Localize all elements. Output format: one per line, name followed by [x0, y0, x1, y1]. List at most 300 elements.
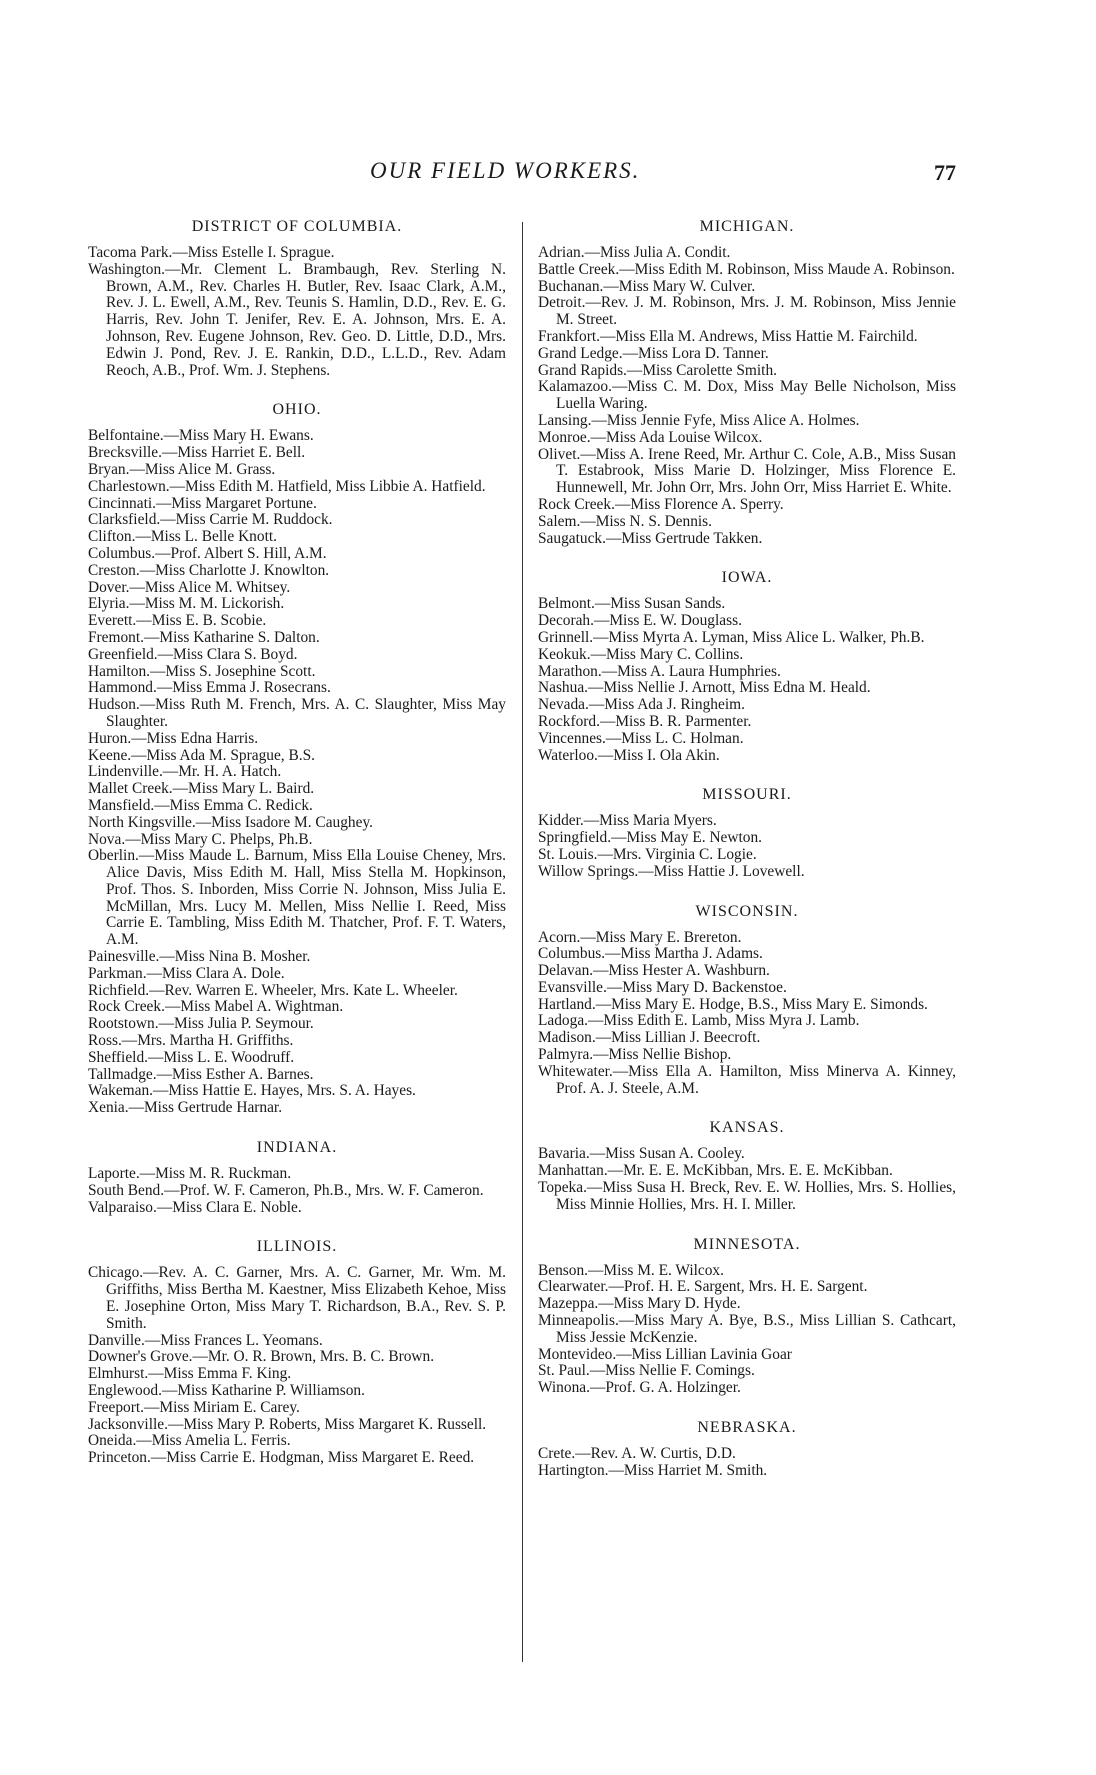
worker-names: Miss Frances L. Yeomans.	[160, 1331, 323, 1349]
worker-names: Miss Edith M. Hatfield, Miss Libbie A. Hatfield.	[185, 477, 486, 495]
worker-names: Miss Nellie J. Arnott, Miss Edna M. Heald.	[603, 679, 871, 697]
place-name: Keene.	[88, 746, 132, 764]
em-dash: —	[590, 645, 606, 663]
place-name: Elmhurst.	[88, 1365, 149, 1383]
list-item	[88, 613, 506, 630]
em-dash: —	[589, 1379, 606, 1397]
worker-names: Miss Julia P. Seymour.	[173, 1015, 314, 1033]
em-dash: —	[593, 962, 609, 980]
worker-names: Rev. A. C. Garner, Mrs. A. C. Garner, Mr. Wm. M. Griffiths, Miss Bertha M. Kaestner, Miss Elizabeth Kehoe, Miss E. Josephine Orton, Miss Mary T. Richardson, B.A., Rev. S. P. Smith.	[106, 1264, 506, 1332]
list-item	[88, 262, 506, 380]
place-name: Lansing.	[538, 411, 592, 429]
worker-names: Miss Carrie M. Ruddock.	[175, 511, 333, 529]
worker-names: Miss Ella A. Hamilton, Miss Minerva A. Kinney, Prof. A. J. Steele, A.M.	[556, 1062, 956, 1097]
worker-names: Miss Nina B. Mosher.	[174, 948, 311, 966]
list-item	[538, 647, 956, 664]
list-item	[538, 279, 956, 296]
list-item	[88, 1200, 506, 1217]
worker-names: Miss Mary P. Roberts, Miss Margaret K. Russell.	[183, 1415, 487, 1433]
em-dash: —	[148, 1365, 164, 1383]
worker-names: Miss Katharine P. Williamson.	[177, 1382, 365, 1400]
em-dash: —	[125, 830, 141, 848]
worker-names: Miss Harriet E. Bell.	[177, 444, 306, 462]
list-item	[88, 731, 506, 748]
worker-names: Prof. G. A. Holzinger.	[605, 1379, 741, 1397]
running-title: OUR FIELD WORKERS.	[370, 158, 641, 183]
list-item	[88, 798, 506, 815]
list-item	[538, 680, 956, 697]
em-dash: —	[144, 628, 160, 646]
place-name: Delavan.	[538, 962, 594, 980]
list-item	[538, 1313, 956, 1347]
list-item	[538, 295, 956, 329]
em-dash: —	[607, 1162, 624, 1180]
em-dash: —	[139, 1165, 156, 1183]
em-dash: —	[597, 746, 614, 764]
list-item	[538, 613, 956, 630]
worker-names: Miss Margaret Portune.	[171, 494, 317, 512]
worker-names: Mrs. Virginia C. Logie.	[612, 845, 757, 863]
list-item	[88, 1067, 506, 1084]
list-item	[538, 980, 956, 997]
em-dash: —	[159, 948, 175, 966]
place-name: Chicago.	[88, 1264, 144, 1282]
list-item	[538, 1446, 956, 1463]
place-name: Mallet Creek.	[88, 780, 173, 798]
worker-names: Miss Carrie E. Hodgman, Miss Margaret E. Reed.	[166, 1449, 475, 1467]
place-name: Kidder.	[538, 812, 584, 830]
section-heading: IOWA.	[721, 569, 773, 587]
em-dash: —	[589, 1362, 606, 1380]
worker-names: Miss Martha J. Adams.	[620, 945, 763, 963]
worker-names: Rev. Warren E. Wheeler, Mrs. Kate L. Wheeler.	[164, 981, 458, 999]
list-item	[88, 697, 506, 731]
em-dash: —	[138, 847, 155, 865]
place-name: St. Paul.	[538, 1362, 590, 1380]
list-item	[88, 529, 506, 546]
place-name: Wakeman.	[88, 1082, 153, 1100]
worker-names: Miss Alice M. Whitsey.	[144, 578, 291, 596]
section-missouri	[538, 786, 956, 880]
list-item	[538, 997, 956, 1014]
list-item	[538, 1380, 956, 1397]
worker-names: Miss Myrta A. Lyman, Miss Alice L. Walker, Ph.B.	[608, 628, 925, 646]
place-name: Detroit.	[538, 294, 586, 312]
em-dash: —	[618, 1312, 635, 1330]
em-dash: —	[599, 712, 616, 730]
place-name: Hamilton.	[88, 662, 150, 680]
em-dash: —	[588, 1012, 604, 1030]
place-name: South Bend.	[88, 1181, 165, 1199]
worker-names: Miss Amelia L. Ferris.	[151, 1432, 291, 1450]
list-item	[538, 1347, 956, 1364]
em-dash: —	[129, 460, 145, 478]
worker-names: Miss Edith E. Lamb, Miss Myra J. Lamb.	[603, 1012, 860, 1030]
em-dash: —	[612, 1062, 629, 1080]
list-item	[538, 245, 956, 262]
worker-names: Miss Ada M. Sprague, B.S.	[146, 746, 316, 764]
em-dash: —	[158, 1015, 174, 1033]
em-dash: —	[593, 628, 609, 646]
list-item	[538, 1030, 956, 1047]
em-dash: —	[605, 729, 622, 747]
list-item	[88, 479, 506, 496]
worker-names: Miss Hattie J. Lovewell.	[653, 862, 805, 880]
section-heading: NEBRASKA.	[697, 1419, 797, 1437]
list-item	[88, 1166, 506, 1183]
place-name: Tallmadge.	[88, 1065, 157, 1083]
list-item	[538, 262, 956, 279]
em-dash: —	[160, 511, 176, 529]
worker-names: Miss A. Irene Reed, Mr. Arthur C. Cole, A.B., Miss Susan T. Estabrook, Miss Marie D. Holzinger, Miss Florence E. Hunnewell, Mr. John Orr, Mrs. John Orr, Miss Harriet E. White.	[556, 445, 956, 497]
section-michigan	[538, 218, 956, 547]
place-name: Washington.	[88, 260, 165, 278]
em-dash: —	[128, 1099, 144, 1117]
worker-names: Miss Jennie Fyfe, Miss Alice A. Holmes.	[606, 411, 860, 429]
section-heading: ILLINOIS.	[256, 1238, 338, 1256]
right-column	[538, 218, 956, 1502]
worker-names: Miss Miriam E. Carey.	[159, 1398, 300, 1416]
worker-names: Miss C. M. Dox, Miss May Belle Nicholson, Miss Luella Waring.	[556, 378, 956, 413]
section-heading: INDIANA.	[256, 1139, 338, 1157]
list-item	[538, 1146, 956, 1163]
em-dash: —	[616, 1345, 632, 1363]
list-item	[538, 379, 956, 413]
place-name: Jacksonville.	[88, 1415, 168, 1433]
list-item	[538, 413, 956, 430]
em-dash: —	[121, 1032, 138, 1050]
em-dash: —	[155, 544, 171, 562]
place-name: Columbus.	[538, 945, 606, 963]
place-name: Ross.	[88, 1032, 122, 1050]
em-dash: —	[588, 679, 604, 697]
place-name: Battle Creek.	[538, 260, 620, 278]
list-item	[538, 813, 956, 830]
worker-names: Miss Esther A. Barnes.	[171, 1065, 314, 1083]
em-dash: —	[589, 1145, 606, 1163]
worker-names: Miss Clara S. Boyd.	[173, 645, 298, 663]
place-name: Sheffield.	[88, 1048, 148, 1066]
em-dash: —	[595, 1029, 612, 1047]
place-name: Freeport.	[88, 1398, 144, 1416]
place-name: Madison.	[538, 1029, 596, 1047]
list-item	[88, 1450, 506, 1467]
list-item	[538, 531, 956, 548]
worker-names: Miss M. M. Lickorish.	[144, 595, 285, 613]
em-dash: —	[192, 1348, 208, 1366]
worker-names: Miss M. R. Ruckman.	[155, 1165, 292, 1183]
worker-names: Miss May E. Newton.	[626, 829, 763, 847]
list-item	[88, 999, 506, 1016]
em-dash: —	[154, 796, 170, 814]
list-item	[88, 1033, 506, 1050]
place-name: Marathon.	[538, 662, 602, 680]
place-name: Topeka.	[538, 1179, 587, 1197]
place-name: Danville.	[88, 1331, 145, 1349]
em-dash: —	[585, 294, 601, 312]
em-dash: —	[155, 494, 172, 512]
place-name: Parkman.	[88, 964, 147, 982]
list-item	[88, 596, 506, 613]
worker-names: Miss Susan Sands.	[610, 595, 726, 613]
column-divider	[522, 222, 523, 1662]
place-name: Valparaiso.	[88, 1198, 157, 1216]
place-name: Montevideo.	[538, 1345, 617, 1363]
list-item	[88, 966, 506, 983]
place-name: Manhattan.	[538, 1162, 608, 1180]
page-number: 77	[934, 160, 956, 185]
em-dash: —	[593, 1046, 609, 1064]
worker-names: Miss Katharine S. Dalton.	[159, 628, 320, 646]
section-heading: KANSAS.	[709, 1119, 785, 1137]
list-item	[88, 1366, 506, 1383]
em-dash: —	[606, 978, 623, 996]
worker-names: Miss S. Josephine Scott.	[165, 662, 316, 680]
worker-names: Rev. J. M. Robinson, Mrs. J. M. Robinson, Miss Jennie M. Street.	[556, 294, 956, 329]
page-header	[0, 158, 1096, 188]
worker-names: Miss Emma J. Rosecrans.	[172, 679, 331, 697]
place-name: Fremont.	[88, 628, 145, 646]
worker-names: Miss Emma C. Redick.	[169, 796, 313, 814]
em-dash: —	[619, 260, 635, 278]
list-item	[538, 363, 956, 380]
section-heading: OHIO.	[272, 401, 322, 419]
place-name: Creston.	[88, 561, 140, 579]
list-item	[88, 832, 506, 849]
list-item	[538, 596, 956, 613]
worker-names: Miss Isadore M. Caughey.	[211, 813, 373, 831]
place-name: Minneapolis.	[538, 1312, 619, 1330]
list-item	[538, 346, 956, 363]
worker-names: Miss Clara A. Dole.	[161, 964, 285, 982]
place-name: Saugatuck.	[538, 529, 606, 547]
section-heading: MICHIGAN.	[699, 218, 795, 235]
worker-names: Miss Lora D. Tanner.	[638, 344, 769, 362]
worker-names: Miss Mary D. Backenstoe.	[622, 978, 787, 996]
list-item	[538, 1013, 956, 1030]
list-item	[88, 1333, 506, 1350]
worker-names: Miss Julia A. Condit.	[599, 244, 731, 261]
list-item	[88, 630, 506, 647]
list-item	[88, 1083, 506, 1100]
worker-names: Mrs. Martha H. Griffiths.	[137, 1032, 294, 1050]
em-dash: —	[622, 344, 639, 362]
section-heading: MISSOURI.	[702, 786, 792, 804]
worker-names: Miss Susa H. Breck, Rev. E. W. Hollies, Mrs. S. Hollies, Miss Minnie Hollies, Mrs. H. I. Miller.	[556, 1179, 956, 1213]
em-dash: —	[143, 1264, 159, 1282]
place-name: Columbus.	[88, 544, 156, 562]
section-wisconsin	[538, 903, 956, 1098]
list-item	[88, 462, 506, 479]
place-name: Kalamazoo.	[538, 378, 612, 396]
place-name: Grinnell.	[538, 628, 594, 646]
list-item	[88, 445, 506, 462]
list-item	[88, 1383, 506, 1400]
place-name: Grand Ledge.	[538, 344, 623, 362]
em-dash: —	[605, 529, 622, 547]
em-dash: —	[580, 445, 596, 463]
place-name: Evansville.	[538, 978, 607, 996]
list-item	[88, 815, 506, 832]
list-item	[538, 1279, 956, 1296]
place-name: North Kingsville.	[88, 813, 196, 831]
place-name: Rock Creek.	[538, 495, 615, 513]
list-item	[538, 447, 956, 497]
em-dash: —	[165, 260, 181, 278]
place-name: Rockford.	[538, 712, 600, 730]
em-dash: —	[594, 595, 611, 613]
place-name: Englewood.	[88, 1382, 162, 1400]
em-dash: —	[139, 561, 156, 579]
place-name: Tacoma Park.	[88, 244, 173, 261]
em-dash: —	[131, 729, 147, 747]
place-name: Hartington.	[538, 1461, 609, 1479]
list-item	[88, 1100, 506, 1117]
worker-names: Miss Lillian J. Beecroft.	[611, 1029, 761, 1047]
worker-names: Miss Mabel A. Wightman.	[180, 998, 344, 1016]
list-item	[88, 546, 506, 563]
place-name: Greenfield.	[88, 645, 158, 663]
em-dash: —	[611, 378, 628, 396]
place-name: Hudson.	[88, 696, 140, 714]
list-item	[538, 830, 956, 847]
section-heading: DISTRICT OF COLUMBIA.	[191, 218, 403, 235]
place-name: Adrian.	[538, 244, 585, 261]
em-dash: —	[129, 595, 145, 613]
place-name: Grand Rapids.	[538, 361, 627, 379]
place-name: Frankfort.	[538, 327, 600, 345]
list-item	[88, 563, 506, 580]
list-item	[88, 748, 506, 765]
list-item	[88, 848, 506, 949]
place-name: Winona.	[538, 1379, 590, 1397]
list-item	[88, 428, 506, 445]
place-name: Mansfield.	[88, 796, 155, 814]
list-item	[88, 647, 506, 664]
section-minnesota	[538, 1236, 956, 1397]
em-dash: —	[598, 1295, 614, 1313]
em-dash: —	[172, 244, 188, 261]
worker-names: Mr. Clement L. Brambaugh, Rev. Sterling N. Brown, A.M., Rev. Charles H. Butler, Rev. Isaac Clark, A.M., Rev. J. L. Ewell, A.M., Rev. Teunis S. Hamlin, D.D., Rev. E. G. Harris, Rev. John T. Jenifer, Rev. E. A. Johnson, Mrs. E. A. Johnson, Rev. Eugene Johnson, Rev. Geo. D. Little, D.D., Mrs. Edwin J. Pond, Rev. J. E. Rankin, D.D., L.L.D., Rev. Adam Reoch, A.B., Prof. Wm. J. Stephens.	[106, 260, 506, 379]
list-item	[88, 781, 506, 798]
list-item	[538, 864, 956, 881]
place-name: Acorn.	[538, 928, 581, 946]
worker-names: Miss Edith M. Robinson, Miss Maude A. Robinson.	[634, 260, 955, 278]
list-item	[538, 963, 956, 980]
em-dash: —	[136, 1432, 152, 1450]
place-name: Hammond.	[88, 679, 157, 697]
worker-names: Miss Maria Myers.	[599, 812, 717, 830]
em-dash: —	[591, 411, 607, 429]
em-dash: —	[603, 277, 619, 295]
em-dash: —	[588, 696, 605, 714]
worker-names: Miss B. R. Parmenter.	[615, 712, 752, 730]
list-item	[88, 1400, 506, 1417]
place-name: Waterloo.	[538, 746, 598, 764]
em-dash: —	[162, 763, 179, 781]
em-dash: —	[586, 1179, 603, 1197]
list-item	[88, 1183, 506, 1200]
section-district-of-columbia	[88, 218, 506, 379]
em-dash: —	[149, 981, 165, 999]
place-name: Everett.	[88, 612, 137, 630]
em-dash: —	[608, 1461, 624, 1479]
list-item	[88, 949, 506, 966]
place-name: Whitewater.	[538, 1062, 613, 1080]
place-name: Vincennes.	[538, 729, 606, 747]
worker-names: Miss Mary C. Collins.	[605, 645, 744, 663]
worker-names: Mr. E. E. McKibban, Mrs. E. E. McKibban.	[623, 1162, 893, 1180]
list-item	[88, 1417, 506, 1434]
em-dash: —	[149, 662, 166, 680]
worker-names: Miss Hester A. Washburn.	[608, 962, 770, 980]
worker-names: Miss Ada J. Ringheim.	[604, 696, 745, 714]
list-item	[88, 496, 506, 513]
place-name: Palmyra.	[538, 1046, 594, 1064]
place-name: Clearwater.	[538, 1278, 609, 1296]
list-item	[88, 983, 506, 1000]
worker-names: Miss Gertrude Takken.	[621, 529, 763, 547]
worker-names: Miss A. Laura Humphries.	[617, 662, 781, 680]
place-name: Monroe.	[538, 428, 591, 446]
em-dash: —	[131, 746, 147, 764]
section-heading: MINNESOTA.	[693, 1235, 801, 1253]
place-name: Belfontaine.	[88, 427, 164, 445]
list-item	[538, 930, 956, 947]
worker-names: Miss Mary L. Baird.	[188, 780, 315, 798]
em-dash: —	[593, 612, 610, 630]
place-name: Oberlin.	[88, 847, 139, 865]
worker-names: Prof. H. E. Sargent, Mrs. H. E. Sargent.	[623, 1278, 868, 1296]
worker-names: Miss Mary A. Bye, B.S., Miss Lillian S. Cathcart, Miss Jessie McKenzie.	[556, 1312, 956, 1346]
worker-names: Miss Ruth M. French, Mrs. A. C. Slaughter, Miss May Slaughter.	[106, 696, 506, 730]
em-dash: —	[590, 428, 606, 446]
list-item	[538, 1064, 956, 1098]
em-dash: —	[161, 1382, 178, 1400]
place-name: Nova.	[88, 830, 126, 848]
em-dash: —	[147, 1048, 164, 1066]
list-item	[538, 630, 956, 647]
place-name: Downer's Grove.	[88, 1348, 193, 1366]
place-name: Benson.	[538, 1261, 589, 1279]
list-item	[538, 731, 956, 748]
section-indiana	[88, 1139, 506, 1216]
place-name: Bavaria.	[538, 1145, 590, 1163]
em-dash: —	[595, 995, 612, 1013]
worker-names: Miss Harriet M. Smith.	[623, 1461, 768, 1479]
place-name: Mazeppa.	[538, 1295, 599, 1313]
place-name: Huron.	[88, 729, 132, 747]
place-name: Belmont.	[538, 595, 595, 613]
em-dash: —	[599, 327, 616, 345]
place-name: Rock Creek.	[88, 998, 165, 1016]
worker-names: Prof. Albert S. Hill, A.M.	[170, 544, 327, 562]
worker-names: Miss Mary D. Hyde.	[613, 1295, 741, 1313]
list-item	[88, 764, 506, 781]
worker-names: Miss Alice M. Grass.	[144, 460, 276, 478]
place-name: Princeton.	[88, 1449, 151, 1467]
worker-names: Prof. W. F. Cameron, Ph.B., Mrs. W. F. Cameron.	[179, 1181, 484, 1199]
em-dash: —	[150, 1449, 167, 1467]
list-item	[88, 1050, 506, 1067]
list-item	[538, 329, 956, 346]
place-name: Cincinnati.	[88, 494, 156, 512]
place-name: Hartland.	[538, 995, 596, 1013]
place-name: Ladoga.	[538, 1012, 588, 1030]
worker-names: Miss Florence A. Sperry.	[630, 495, 784, 513]
em-dash: —	[161, 444, 178, 462]
section-ohio	[88, 401, 506, 1117]
